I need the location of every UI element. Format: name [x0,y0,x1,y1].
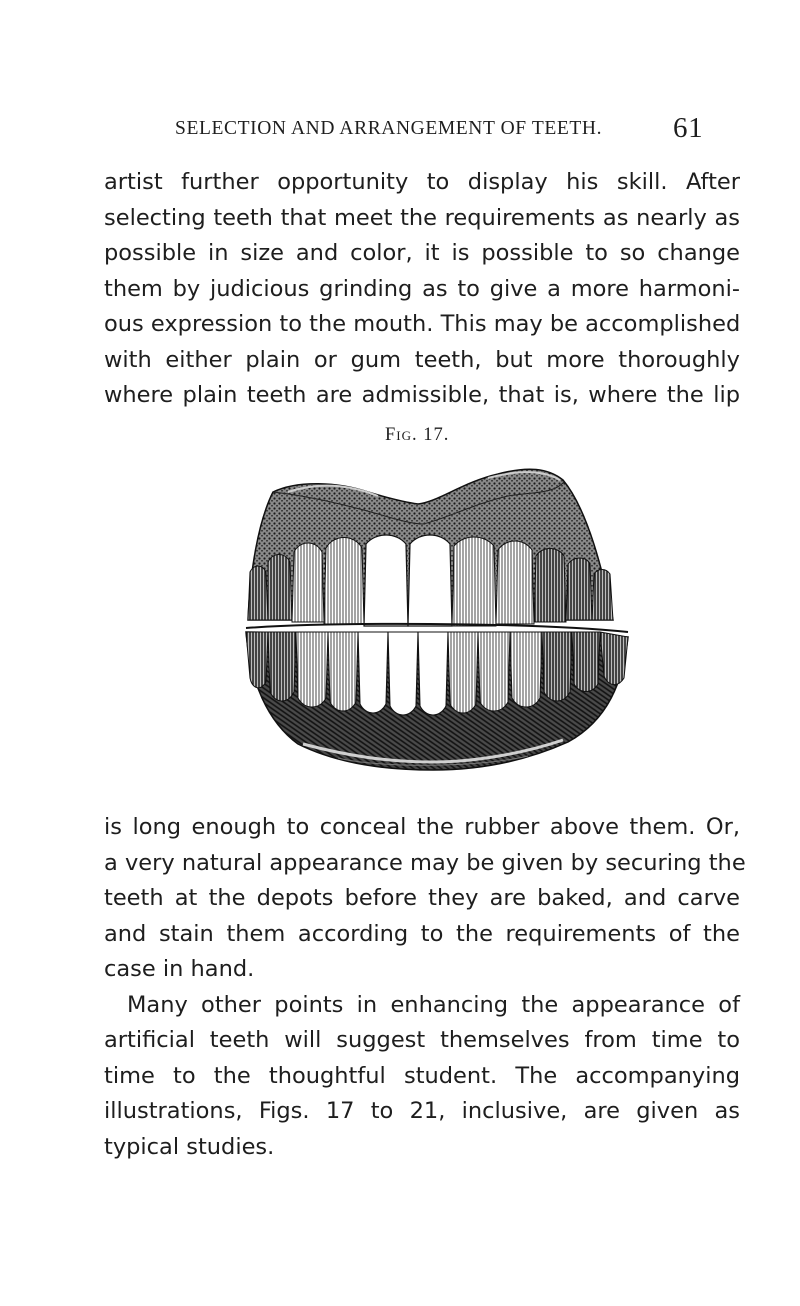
text-line: possible in size and color, it is possible to so change [104,240,740,266]
text-line: teeth at the depots before they are baked, and carve [104,885,740,911]
denture-illustration [228,452,638,776]
page-number: 61 [673,112,704,144]
text-line: is long enough to conceal the rubber above them. Or, [104,814,740,840]
text-line: with either plain or gum teeth, but more thoroughly [104,346,740,373]
figure-caption: Fig. 17. [385,425,450,445]
text-line: artificial teeth will suggest themselves from time to [104,1027,740,1053]
running-head-title: SELECTION AND ARRANGEMENT OF TEETH. [175,118,603,139]
text-line: Many other points in enhancing the appearance of [127,991,740,1018]
paragraph-after-figure [104,810,746,1165]
paragraph-continued [104,165,740,414]
text-line: where plain teeth are admissible, that is, where the lip [104,382,740,408]
text-line: illustrations, Figs. 17 to 21, inclusive, are given as [104,1098,740,1124]
text-line: ous expression to the mouth. This may be accomplished [104,311,741,337]
text-line: them by judicious grinding as to give a more harmoni- [104,275,740,302]
text-line: case in hand. [104,956,255,982]
text-line: artist further opportunity to display his skill. After [104,169,740,195]
running-head [175,112,775,146]
text-line: a very natural appearance may be given by securing the [104,849,746,876]
text-line: and stain them according to the requirements of the [104,920,740,947]
text-line: typical studies. [104,1133,275,1160]
text-line: selecting teeth that meet the requirements as nearly as [104,204,740,231]
text-line: time to the thoughtful student. The accompanying [104,1062,740,1089]
